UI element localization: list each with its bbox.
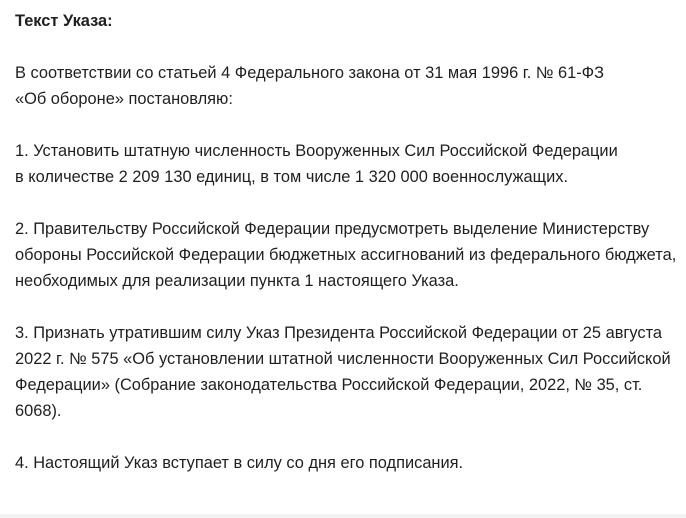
decree-text xyxy=(15,8,680,476)
clause-3-paragraph: 3. Признать утратившим силу Указ Президента Российской Федерации от 25 августа 2022 г. № 575 «Об установлении штатной численности Вооруженных Сил Российской Федерации» (Собрание законодательства Российской Федерации, 2022, № 35, ст. 6068). xyxy=(15,324,671,420)
clause-1-paragraph: 1. Установить штатную численность Вооруженных Сил Российской Федерации в количестве 2 209 130 единиц, в том числе 1 320 000 военнослужащих. xyxy=(15,142,618,186)
clause-4-paragraph: 4. Настоящий Указ вступает в силу со дня его подписания. xyxy=(15,454,464,472)
clause-2-paragraph: 2. Правительству Российской Федерации предусмотреть выделение Министерству обороны Российской Федерации бюджетных ассигнований из федерального бюджета, необходимых для реализации пункта 1 настоящего Указа. xyxy=(15,220,677,290)
decree-heading: Текст Указа: xyxy=(15,12,113,30)
bottom-divider xyxy=(0,514,686,518)
preamble-paragraph: В соответствии со статьей 4 Федерального закона от 31 мая 1996 г. № 61-ФЗ «Об обороне» постановляю: xyxy=(15,64,605,108)
